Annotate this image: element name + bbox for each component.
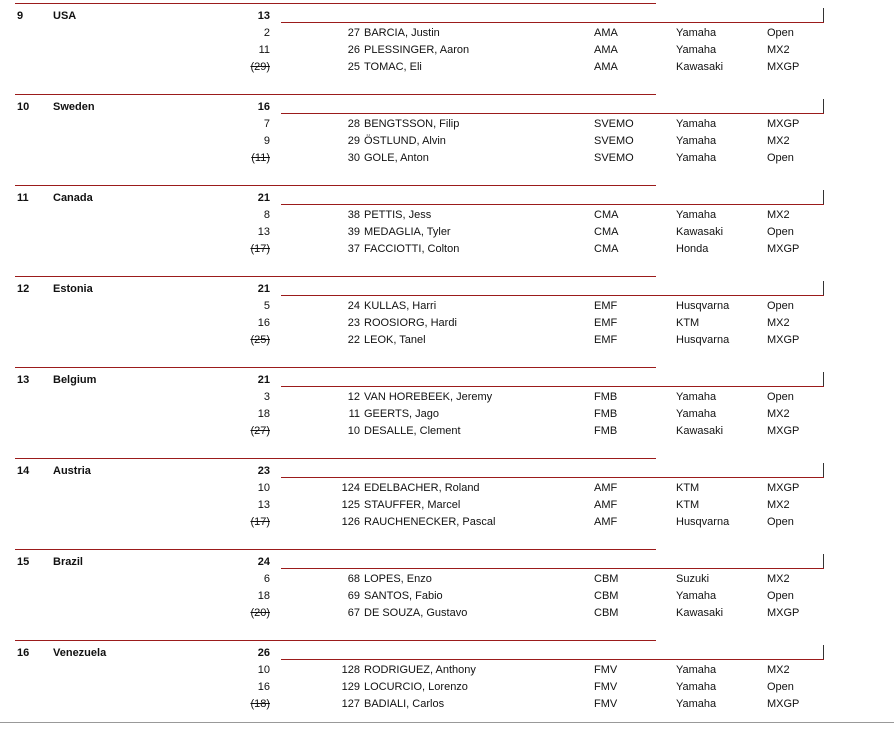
team-total: 16 xyxy=(257,101,270,113)
rider-number: 29 xyxy=(347,135,360,147)
rider-federation: AMA xyxy=(594,27,618,39)
rider-class: Open xyxy=(767,391,794,403)
rider-name: FACCIOTTI, Colton xyxy=(364,243,460,255)
rider-class: MXGP xyxy=(767,698,800,710)
rider-class: Open xyxy=(767,27,794,39)
rider-name: MEDAGLIA, Tyler xyxy=(364,226,451,238)
team-position: 16 xyxy=(17,647,30,659)
rider-class: MXGP xyxy=(767,482,800,494)
rider-name: BENGTSSON, Filip xyxy=(364,118,460,130)
rider-class: Open xyxy=(767,590,794,602)
team-country: Belgium xyxy=(53,374,97,386)
rider-brand: Yamaha xyxy=(676,27,717,39)
team-block xyxy=(0,276,894,367)
team-top-rule xyxy=(15,458,656,459)
rider-federation: FMV xyxy=(594,698,618,710)
rider-score: 7 xyxy=(263,118,270,130)
rider-federation: AMF xyxy=(594,482,618,494)
rider-brand: Yamaha xyxy=(676,118,717,130)
team-header-tick xyxy=(823,463,824,477)
rider-score: 16 xyxy=(257,317,270,329)
rider-class: Open xyxy=(767,152,794,164)
rider-number: 38 xyxy=(347,209,360,221)
team-header-rule xyxy=(281,386,824,387)
rider-number: 124 xyxy=(341,482,360,494)
rider-brand: Honda xyxy=(676,243,709,255)
rider-score: (17) xyxy=(250,516,270,528)
rider-name: KULLAS, Harri xyxy=(364,300,437,312)
team-position: 13 xyxy=(17,374,30,386)
team-top-rule xyxy=(15,367,656,368)
rider-score: 2 xyxy=(263,27,270,39)
team-country: Venezuela xyxy=(53,647,107,659)
team-header-tick xyxy=(823,190,824,204)
rider-federation: AMA xyxy=(594,44,618,56)
rider-federation: EMF xyxy=(594,300,618,312)
team-total: 13 xyxy=(257,10,270,22)
team-top-rule xyxy=(15,3,656,4)
rider-brand: Yamaha xyxy=(676,135,717,147)
rider-class: MX2 xyxy=(767,317,790,329)
rider-brand: Husqvarna xyxy=(676,334,730,346)
rider-federation: FMV xyxy=(594,681,618,693)
rider-federation: SVEMO xyxy=(594,135,634,147)
team-position: 15 xyxy=(17,556,30,568)
rider-name: ROOSIORG, Hardi xyxy=(364,317,457,329)
team-header-tick xyxy=(823,8,824,22)
rider-number: 125 xyxy=(341,499,360,511)
rider-federation: CMA xyxy=(594,209,619,221)
rider-score: 6 xyxy=(263,573,270,585)
rider-number: 129 xyxy=(341,681,360,693)
rider-score: 10 xyxy=(257,482,270,494)
rider-number: 26 xyxy=(347,44,360,56)
rider-name: PETTIS, Jess xyxy=(364,209,432,221)
rider-name: BARCIA, Justin xyxy=(364,27,440,39)
team-country: Brazil xyxy=(53,556,83,568)
rider-number: 68 xyxy=(347,573,360,585)
team-country: Estonia xyxy=(53,283,93,295)
rider-name: BADIALI, Carlos xyxy=(364,698,445,710)
rider-federation: SVEMO xyxy=(594,152,634,164)
team-header-tick xyxy=(823,99,824,113)
team-header-tick xyxy=(823,554,824,568)
rider-score: (11) xyxy=(251,152,270,164)
rider-name: DE SOUZA, Gustavo xyxy=(364,607,468,619)
rider-number: 10 xyxy=(347,425,360,437)
rider-brand: Husqvarna xyxy=(676,300,730,312)
rider-brand: Yamaha xyxy=(676,44,717,56)
rider-number: 30 xyxy=(347,152,360,164)
rider-name: LEOK, Tanel xyxy=(364,334,426,346)
team-header-rule xyxy=(281,659,824,660)
rider-federation: AMF xyxy=(594,499,618,511)
rider-class: MX2 xyxy=(767,499,790,511)
rider-class: MX2 xyxy=(767,664,790,676)
rider-score: (20) xyxy=(250,607,270,619)
rider-score: 13 xyxy=(257,499,270,511)
team-total: 21 xyxy=(257,374,270,386)
team-block xyxy=(0,94,894,185)
team-header-rule xyxy=(281,113,824,114)
rider-name: RODRIGUEZ, Anthony xyxy=(364,664,476,676)
rider-brand: KTM xyxy=(676,317,700,329)
rider-name: GOLE, Anton xyxy=(364,152,429,164)
rider-brand: KTM xyxy=(676,499,700,511)
rider-number: 22 xyxy=(347,334,360,346)
rider-name: PLESSINGER, Aaron xyxy=(364,44,470,56)
rider-brand: Yamaha xyxy=(676,681,717,693)
rider-brand: Yamaha xyxy=(676,408,717,420)
rider-class: MX2 xyxy=(767,573,790,585)
rider-name: VAN HOREBEEK, Jeremy xyxy=(364,391,493,403)
rider-score: 13 xyxy=(257,226,270,238)
rider-class: MX2 xyxy=(767,209,790,221)
team-block xyxy=(0,640,894,731)
rider-class: Open xyxy=(767,300,794,312)
rider-name: EDELBACHER, Roland xyxy=(364,482,480,494)
team-country: Canada xyxy=(53,192,93,204)
rider-score: (29) xyxy=(250,61,270,73)
rider-name: TOMAC, Eli xyxy=(364,61,422,73)
rider-number: 27 xyxy=(347,27,360,39)
team-top-rule xyxy=(15,640,656,641)
rider-class: MX2 xyxy=(767,44,790,56)
rider-class: MX2 xyxy=(767,135,790,147)
rider-class: MXGP xyxy=(767,243,800,255)
team-block xyxy=(0,185,894,276)
team-top-rule xyxy=(15,94,656,95)
rider-name: SANTOS, Fabio xyxy=(364,590,443,602)
rider-brand: Kawasaki xyxy=(676,425,724,437)
rider-name: LOCURCIO, Lorenzo xyxy=(364,681,468,693)
rider-federation: FMV xyxy=(594,664,618,676)
rider-brand: Kawasaki xyxy=(676,607,724,619)
rider-brand: Yamaha xyxy=(676,152,717,164)
rider-number: 28 xyxy=(347,118,360,130)
team-position: 14 xyxy=(17,465,30,477)
rider-brand: Kawasaki xyxy=(676,226,724,238)
rider-federation: CBM xyxy=(594,607,619,619)
rider-score: 18 xyxy=(257,590,270,602)
team-position: 9 xyxy=(17,10,24,22)
rider-class: Open xyxy=(767,681,794,693)
team-top-rule xyxy=(15,185,656,186)
team-block xyxy=(0,549,894,640)
rider-number: 37 xyxy=(347,243,360,255)
team-header-rule xyxy=(281,22,824,23)
team-position: 10 xyxy=(17,101,30,113)
rider-federation: FMB xyxy=(594,425,618,437)
rider-brand: Yamaha xyxy=(676,209,717,221)
rider-name: GEERTS, Jago xyxy=(364,408,439,420)
team-top-rule xyxy=(15,549,656,550)
rider-score: 10 xyxy=(257,664,270,676)
rider-class: MXGP xyxy=(767,334,800,346)
rider-number: 12 xyxy=(347,391,360,403)
rider-number: 11 xyxy=(348,408,360,420)
rider-brand: Husqvarna xyxy=(676,516,730,528)
team-block xyxy=(0,3,894,94)
rider-number: 67 xyxy=(347,607,360,619)
team-top-rule xyxy=(15,276,656,277)
rider-score: 5 xyxy=(263,300,270,312)
rider-federation: EMF xyxy=(594,317,618,329)
rider-name: LOPES, Enzo xyxy=(364,573,432,585)
team-header-rule xyxy=(281,477,824,478)
rider-score: 9 xyxy=(263,135,270,147)
rider-brand: Suzuki xyxy=(676,573,710,585)
rider-federation: CBM xyxy=(594,590,619,602)
team-position: 11 xyxy=(17,192,29,204)
rider-name: RAUCHENECKER, Pascal xyxy=(364,516,496,528)
rider-brand: Yamaha xyxy=(676,698,717,710)
rider-name: DESALLE, Clement xyxy=(364,425,461,437)
rider-number: 23 xyxy=(347,317,360,329)
rider-number: 39 xyxy=(347,226,360,238)
rider-score: 16 xyxy=(257,681,270,693)
rider-name: STAUFFER, Marcel xyxy=(364,499,461,511)
rider-number: 126 xyxy=(341,516,360,528)
team-block xyxy=(0,367,894,458)
team-total: 23 xyxy=(257,465,270,477)
rider-class: MXGP xyxy=(767,118,800,130)
rider-brand: Yamaha xyxy=(676,664,717,676)
rider-brand: Kawasaki xyxy=(676,61,724,73)
rider-federation: FMB xyxy=(594,391,618,403)
rider-class: Open xyxy=(767,226,794,238)
team-header-rule xyxy=(281,295,824,296)
team-position: 12 xyxy=(17,283,30,295)
rider-brand: KTM xyxy=(676,482,700,494)
team-header-tick xyxy=(823,645,824,659)
rider-score: (17) xyxy=(250,243,270,255)
rider-score: (27) xyxy=(250,425,270,437)
rider-number: 25 xyxy=(347,61,360,73)
rider-score: (18) xyxy=(250,698,270,710)
rider-brand: Yamaha xyxy=(676,590,717,602)
team-country: Austria xyxy=(53,465,91,477)
team-header-tick xyxy=(823,281,824,295)
team-country: USA xyxy=(53,10,77,22)
team-block xyxy=(0,458,894,549)
rider-name: ÖSTLUND, Alvin xyxy=(364,135,446,147)
rider-score: 8 xyxy=(263,209,270,221)
rider-number: 24 xyxy=(347,300,360,312)
rider-brand: Yamaha xyxy=(676,391,717,403)
rider-federation: AMF xyxy=(594,516,618,528)
rider-number: 127 xyxy=(341,698,360,710)
rider-federation: CBM xyxy=(594,573,619,585)
rider-federation: AMA xyxy=(594,61,618,73)
team-country: Sweden xyxy=(53,101,95,113)
rider-score: 11 xyxy=(258,44,270,56)
rider-class: MXGP xyxy=(767,607,800,619)
rider-federation: SVEMO xyxy=(594,118,634,130)
team-total: 21 xyxy=(257,192,270,204)
rider-number: 69 xyxy=(347,590,360,602)
page-bottom-rule xyxy=(0,722,894,723)
team-header-rule xyxy=(281,568,824,569)
rider-score: 3 xyxy=(263,391,270,403)
rider-number: 128 xyxy=(341,664,360,676)
rider-federation: EMF xyxy=(594,334,618,346)
rider-class: MX2 xyxy=(767,408,790,420)
rider-class: MXGP xyxy=(767,425,800,437)
rider-federation: CMA xyxy=(594,243,619,255)
rider-federation: CMA xyxy=(594,226,619,238)
team-header-tick xyxy=(823,372,824,386)
rider-class: MXGP xyxy=(767,61,800,73)
team-header-rule xyxy=(281,204,824,205)
rider-score: 18 xyxy=(257,408,270,420)
rider-federation: FMB xyxy=(594,408,618,420)
team-total: 24 xyxy=(257,556,270,568)
team-total: 21 xyxy=(257,283,270,295)
rider-score: (25) xyxy=(250,334,270,346)
team-total: 26 xyxy=(257,647,270,659)
rider-class: Open xyxy=(767,516,794,528)
